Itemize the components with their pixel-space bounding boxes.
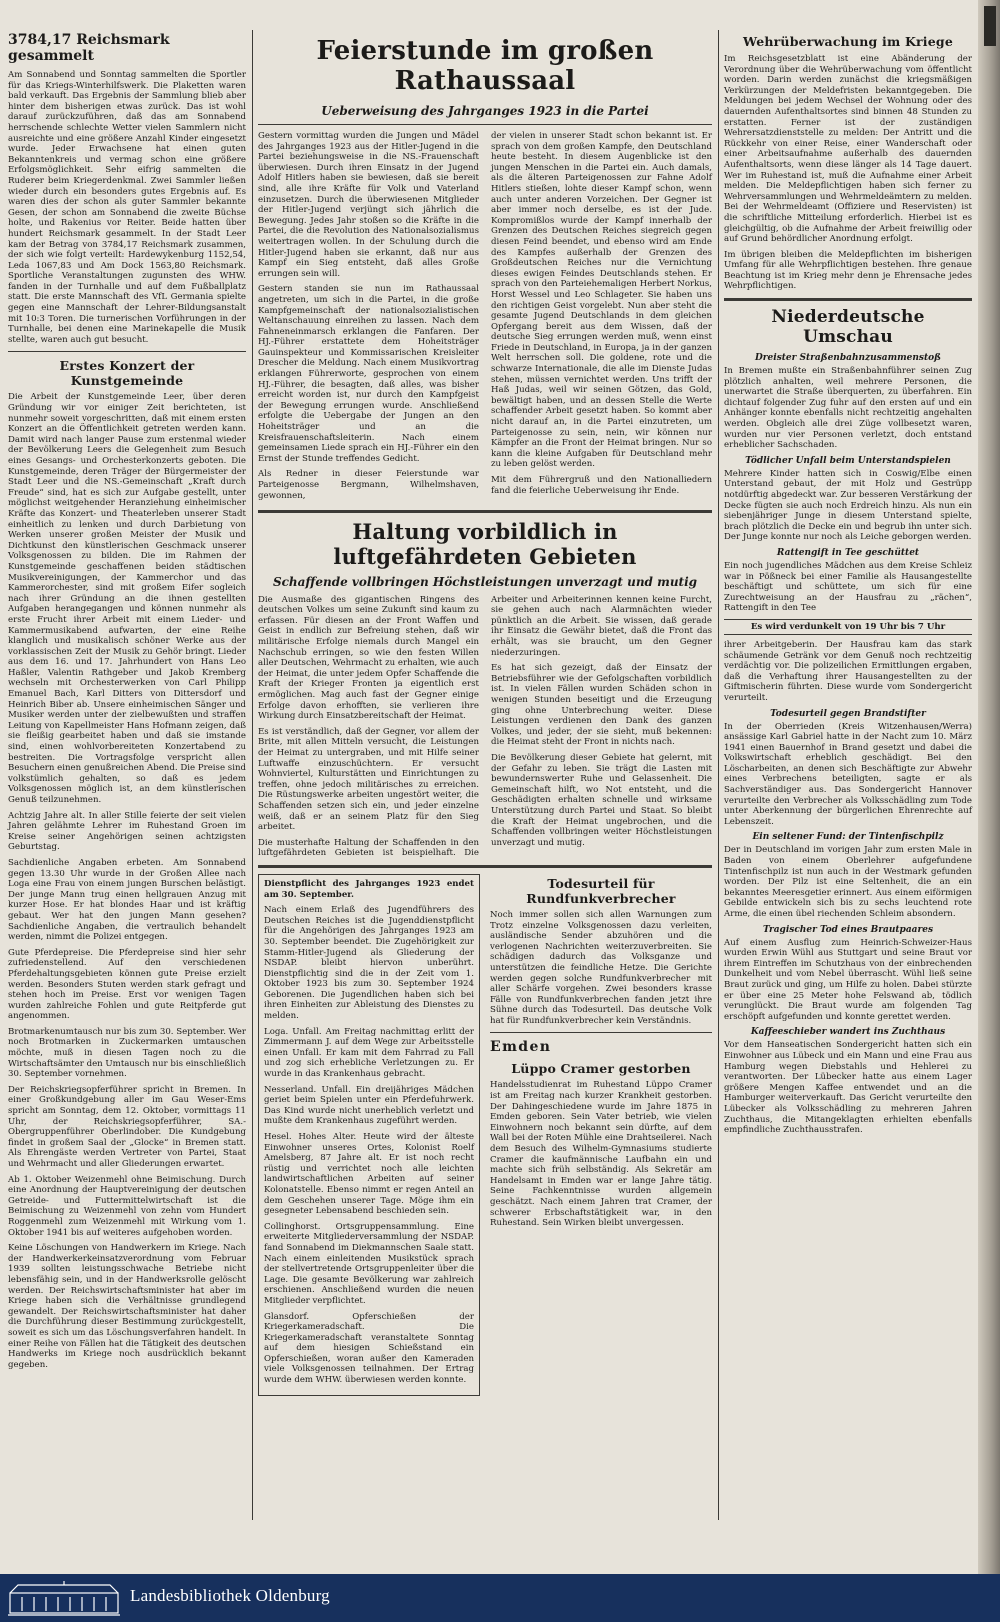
- center-lower-p6: Glansdorf. Opferschießen der Kriegerkameradschaft. Die Kriegerkameradschaft veranstaltete Sonntag auf dem hiesigen Schießstand ein Opferschießen, woran außer den Kameraden viele Volksgenossen teilnahmen. Der Ertrag wurde dem WHW. überwiesen werden konnte.: [264, 1311, 474, 1386]
- center-feature2-p4: Es hat sich gezeigt, daß der Einsatz der Betriebsführer wie der Gefolgschaften vorbildlich ist. In vielen Fällen wurden Schäden schon in wenigen Stunden beseitigt und die Erzeugung ging ohne Unterbrechung weiter. Diese Leistungen verdienen den Dank des ganzen Volkes, und jeder, der sie sieht, muß bekennen: die Heimat steht der Front in nichts nach.: [491, 663, 712, 748]
- center-feature2-columns: [258, 595, 712, 859]
- center-feature2-p2: Es ist verständlich, daß der Gegner, vor allem der Brite, mit allen Mitteln versucht, die Leistungen der Heimat zu untergraben, und mit Hilfe seiner Luftwaffe einzuschüchtern. Er versucht Wohnviertel, Kulturstätten und Einrichtungen zu treffen, ohne jedoch militärisches zu erreichen. Die Rüstungswerke arbeiten ungestört weiter, die Schaffenden setzen sich ein, und jeder einzelne weiß, daß er an seinem Platz für den Sieg arbeitet.: [258, 726, 479, 833]
- right-s7-head: Kaffeeschieber wandert ins Zuchthaus: [750, 1027, 946, 1038]
- library-building-icon: [6, 1579, 122, 1617]
- center-feature-p5: Mit dem Führergruß und den Nationalliedern fand die feierliche Ueberweisung ihr Ende.: [491, 475, 712, 496]
- rule-left: [252, 30, 253, 1520]
- edge-mark: [984, 6, 996, 46]
- left-article-concert: Die Arbeit der Kunstgemeinde Leer, über deren Gründung wir vor einiger Zeit berichteten, ist nunmehr soweit vorgeschritten, daß mit einem ersten Konzert an die Öffentlichkeit getreten werden kann. Damit wird nach langer Pause zum erstenmal wieder der Bevölkerung Leers die Gelegenheit zum Besuch eines Gesangs- und Orchesterkonzerts geboten. Die Kunstgemeinde, deren Träger der Bürgermeister der Stadt Leer und die NS.-Gemeinschaft „Kraft durch Freude“ sind, hat es sich zur Aufgabe gestellt, unter möglichst weitgehender Heranziehung einheimischer Kräfte das Konzert- und Theaterleben unserer Stadt einheitlich zu lenken und durch Darbietung von Werken unserer großen Meister der Musik und Dichtkunst den künstlerischen Geschmack unserer Volksgenossen zu bilden. Die im Rahmen der Kunstgemeinde geschaffenen beiden städtischen Musikvereinigungen, der Kammerchor und das Kammerorchester, sind mit großem Eifer sogleich nach ihrer Gründung an die ihnen gestellten Aufgaben herangegangen und können nunmehr als erste Frucht ihrer Arbeit mit einem Lieder- und Kammermusikabend aufwarten, der eine Reihe klanglich und musikalisch schöner Werke aus der vorklassischen Zeit der Musik zu Gehör bringt. Lieder aus dem 16. und 17. Jahrhundert von Hans Leo Haßler, Valentin Rathgeber und Jakob Kremberg wechseln mit Orchesterwerken von Carl Philipp Emanuel Bach, Karl Ditters von Dittersdorf und Heinrich Biber ab. Unsere einheimischen Sänger und Musiker werden unter der zielbewußten und straffen Leitung von Kapellmeister Hans Hofmann zeigen, daß sie fleißig gearbeitet haben und daß sie imstande sind, einen wohlvorbereiteten Konzertabend zu bestreiten. Die Vortragsfolge verspricht allen Besuchern einen genußreichen Abend. Die Preise sind volkstümlich gehalten, so daß es jedem Volksgenossen möglich ist, an dem künstlerischen Genuß teilzunehmen.: [8, 392, 246, 805]
- right-rule-1: [724, 298, 972, 301]
- right-s1: In Bremen mußte ein Straßenbahnführer seinen Zug plötzlich anhalten, weil mehrere Personen, die unerwartet die Straße überquerten, zu überfahren. Ein dichtauf folgender Zug fuhr auf den ersten auf und ein Anhänger konnte ebenfalls nicht rechtzeitig angehalten werden. Obgleich alle drei Züge vollbesetzt waren, wurden nur vier Personen verletzt, doch entstand erheblicher Sachschaden.: [724, 366, 972, 451]
- center-headline: Feierstunde im großen Rathaussaal: [316, 36, 654, 96]
- center-lower-p4: Hesel. Hohes Alter. Heute wird der älteste Einwohner unseres Ortes, Kolonist Roelf Amelsberg, 87 Jahre alt. Er ist noch recht rüstig und verrichtet noch alle leichten landwirtschaftlichen Arbeiten auf seiner Kolonatstelle. Ebenso nimmt er regen Anteil an dem Geschehen unserer Tage. Möge ihm ein gesegneter Lebensabend beschieden sein.: [264, 1132, 474, 1217]
- center-lower-right: [490, 874, 712, 1396]
- right-s4: In der Oberrieden (Kreis Witzenhausen/Werra) ansässige Karl Gabriel hatte in der Nacht zum 10. März 1941 einen Bauernhof in Brand gesetzt und dabei die Volkswirtschaft erheblich geschädigt. Bei den Löscharbeiten, an denen sich Beschäftigte zur Abwehr eines Verbrechens beteiligten, sagte er als Sachverständiger aus. Das Sondergericht Hannover verurteilte den Verbrecher als Volksschädling zum Tode unter Aberkennung der bürgerlichen Ehrenrechte auf Lebenszeit.: [724, 721, 972, 827]
- right-s1-head: Dreister Straßenbahnzusammenstoß: [755, 353, 941, 364]
- right-s6: Auf einem Ausflug zum Heinrich-Schweizer-Haus wurden Erwin Wühl aus Stuttgart und seine Braut vor ihrem Eintreffen im Schutzhaus von der einbrechenden Dunkelheit und vom Nebel überrascht. Wühl ließ seine Braut zurück und ging, um Hilfe zu holen. Dabei stürzte er über eine 25 Meter hohe Felswand ab, tödlich verunglückt. Die Braut wurde am folgenden Tag erschöpft aufgefunden und konnte gerettet werden.: [724, 937, 972, 1022]
- center-lower-p5: Collinghorst. Ortsgruppensammlung. Eine erweiterte Mitgliederversammlung der NSDAP. fand Sonnabend im Diekmannschen Saale statt. Nach einem einleitenden Musikstück sprach der stellvertretende Ortsgruppenleiter über die Lage. Die gesamte Bevölkerung war zahlreich erschienen. Anschließend wurden die neuen Mitglieder verpflichtet.: [264, 1221, 474, 1306]
- center-rule-2: [258, 510, 712, 513]
- left-article-collection: Am Sonnabend und Sonntag sammelten die Sportler für das Kriegs-Winterhilfswerk. Die Plaketten waren bald verkauft. Das Ergebnis der Sammlung blieb aber hinter dem bisherigen etwas zurück. Das ist wohl darauf zurückzuführen, daß das am Sonnabend herrschende schlechte Wetter vielen Sammlern nicht ausreichte und eine größere Anzahl Kinder eingesetzt wurde. Jeder Erwachsene hat einen guten Bekanntenkreis und vermag schon eine größere Erfolgsmöglichkeit. Sehr eifrig sammelten die Ruderer beim Kriegerdenkmal. Zwei Sammler ließen wieder durch ein besonders gutes Ergebnis auf. Es waren dies der schon als guter Sammler bekannte Gesen, der schon am Sonnabend die zweite Büchse holte, und Rakenius vor Reiter. Beide hatten über hundert Reichsmark gesammelt. In der Stadt Leer kam der Betrag von 3784,17 Reichsmark zusammen, der sich wie folgt verteilt: Hardewykenburg 1152,54, Leda 1067,83 und Am Dock 1563,80 Reichsmark. Sportliche Veranstaltungen zugunsten des WHW. fanden in der Turnhalle und auf dem Fußballplatz statt. Die erste Mannschaft des VfL Germania spielte gegen eine Mannschaft der Lehrer-Bildungsanstalt mit 10:3 Toren. Die turnerischen Vorführungen in der Turnhalle, bei denen eine Marinekapelle die Musik stellte, waren auch gut besucht.: [8, 70, 246, 345]
- center-feature-p4: der vielen in unserer Stadt schon bekannt ist. Er sprach von dem großen Kampfe, den Deutschland heute besteht. In diesem Augenblicke ist den jungen Menschen in die Partei ein. Auch damals, als die älteren Parteigenossen zur Fahne Adolf Hitlers stießen, lohte dieser Kampf schon, wenn auch unter anderen Vorzeichen. Der Gegner ist aber immer noch derselbe, es ist der Jude. Kompromißlos wurde der Kampf innerhalb der Grenzen des Deutschen Reiches siegreich gegen diesen Feind beendet, und ebenso wird am Ende des Kampfes außerhalb der Grenzen des Großdeutschen Reiches nur die Vernichtung dieses ewigen Feindes Deutschlands stehen. Er sprach von den Parteiehemaligen Herbert Norkus, Horst Wessel und Leo Schlageter. Sie haben uns den richtigen Geist vorgelebt. Nun aber steht die gesamte Jugend Deutschlands in dem gleichen Opfergang bereit aus dem Wissen, daß der deutsche Sieg errungen werden muß, wenn einst Friede in Deutschland, in Europa, ja in der ganzen Welt herrschen soll. Die goldene, rote und die schwarze Internationale, die alle im Dienste Judas stehen, müssen vernichtet werden. Uns trifft der Haß Judas, weil wir seinen Götzen, das Gold, bewältigt haben, und an dessen Stelle die Werte schaffender Arbeit gesetzt haben. So kommt aber nicht darauf an, in die Partei einzutreten, um Parteigenosse zu sein, nein, wir können nur Kämpfer an die Front der Heimat bringen. Nur so kann die kleine Aufgaben für Deutschland mehr zu leben gelöst werden.: [491, 131, 712, 470]
- center-obit-p: Handelsstudienrat im Ruhestand Lüppo Cramer ist am Freitag nach kurzer Krankheit gestorben. Der Dahingeschiedene wurde im Jahre 1875 in Emden geboren. Sein Vater betrieb, wie vielen Einwohnern noch bekannt sein dürfte, auf dem Wall bei der Roten Mühle eine Drahtseilerei. Nach dem Besuch des Wilhelm-Gymnasiums studierte Cramer die kaufmännische Laufbahn ein und machte sich früh selbständig. Als Sekretär am Handelsamt in Emden war er lange Jahre tätig. Seine Fachkenntnisse wurden allgemein geschätzt. Nach einem Jahren trat Cramer, der schwerer Erbschaftstätigkeit war, in den Ruhestand. Sein Wirken bleibt unvergessen.: [490, 1080, 712, 1229]
- center-lower-p3: Nesserland. Unfall. Ein dreijähriges Mädchen geriet beim Spielen unter ein Pferdefuhrwerk. Das Kind wurde nicht unerheblich verletzt und mußte dem Krankenhaus zugeführt werden.: [264, 1084, 474, 1127]
- right-s6-head: Tragischer Tod eines Brautpaares: [762, 924, 934, 935]
- center-rule-1: [258, 124, 712, 125]
- center-lower-p2: Loga. Unfall. Am Freitag nachmittag erlitt der Zimmermann J. auf dem Wege zur Arbeitsstelle einen Unfall. Er kam mit dem Fahrrad zu Fall und zog sich erhebliche Verletzungen zu. Er wurde in das Krankenhaus gebracht.: [264, 1026, 474, 1080]
- center-subhead-2: Schaffende vollbringen Höchstleistungen unverzagt und mutig: [272, 574, 698, 589]
- center-feature2-p1: Die Ausmaße des gigantischen Ringens des deutschen Volkes um seine Zukunft sind kaum zu erfassen. Für diesen an der Front Waffen und Geist in endlich zur Befreiung stehen, daß wir militärische Erfolge niemals durch Mangel ein Nachschub erringen, so wie den festen Willen aller Deutschen, Wehrmacht zu erhalten, wie auch der Heimat, die unter jedem Opfer Schaffende die Kraft der Krieger Fronten ja eigentlich erst ermöglichen. Mag auch fast der Gegner einige Erfolge davon erhofften, sie verlieren ihre Wirkung durch Einsatzbereitschaft der Heimat.: [258, 594, 479, 722]
- left-headline: 3784,17 Reichsmark gesammelt: [8, 32, 170, 64]
- left-rule-1: [8, 351, 246, 352]
- right-column: [724, 26, 972, 1141]
- right-s2: Mehrere Kinder hatten sich in Coswig/Elbe einen Unterstand gebaut, der mit Holz und Gestrüpp notdürftig abgedeckt war. Zur besseren Verstärkung der Decke fügten sie auch noch Erdreich hinzu. Als nun ein siebenjähriger Junge in diesem Unterstand spielte, brach plötzlich die Decke ein und begrub ihn unter sich. Der Junge konnte nur noch als Leiche geborgen werden.: [724, 468, 972, 543]
- right-s3b: ihrer Arbeitgeberin. Der Hausfrau kam das stark schäumende Getränk vor dem Genuß noch rechtzeitig verdächtig vor. Die polizeilichen Ermittlungen ergaben, daß die Verhaftung ihrer Hausangestellten zu der Giftmischerin führten. Diese wurde vom Sondergericht verurteilt.: [724, 639, 972, 703]
- page-edge: [978, 0, 1000, 1574]
- center-feature-columns: [258, 131, 712, 504]
- rule-right: [718, 30, 719, 1520]
- center-headline-2: Haltung vorbildlich in luftgefährdeten Gebieten: [333, 518, 637, 569]
- left-column: [8, 26, 246, 1375]
- center-lower: [258, 874, 712, 1396]
- left-headline-concert: Erstes Konzert der Kunstgemeinde: [59, 358, 195, 389]
- center-radio-p: Noch immer sollen sich allen Warnungen zum Trotz einzelne Volksgenossen dazu verleiten, ausländische Sender abzuhören und die verlogenen Nachrichten weiterzuverbreiten. Sie schädigen dadurch das Volksganze und unterstützen die feindliche Hetze. Die Gerichte werden gegen solche Rundfunkverbrecher mit aller Schärfe vorgehen. Zwei besonders krasse Fälle von Rundfunkverbrechen fanden jetzt ihre Sühne durch das Todesurteil. Das deutsche Volk hat für Rundfunkverbrecher kein Verständnis.: [490, 909, 712, 1026]
- center-feature-p3: Als Redner in dieser Feierstunde war Parteigenosse Bergmann, Wilhelmshaven, gewonnen,: [258, 469, 479, 501]
- right-s3-head: Rattengift in Tee geschüttet: [776, 547, 920, 558]
- left-article-horses: Gute Pferdepreise. Die Pferdepreise sind hier sehr zufriedenstellend. Auf den verschiedenen Pferdehaltungsgebieten können gute Preise erzielt werden. Besonders Stuten werden stark gefragt und stehen hoch im Preise. Erst vor wenigen Tagen wurden zahlreiche Fohlen und gute Reitpferde gut angenommen.: [8, 947, 246, 1022]
- center-lower-left: [258, 874, 480, 1396]
- center-feature2-p3: Die musterhafte Haltung der Schaffenden in den luftgefährdeten Gebieten ist beispielhaft. Die Arbeiter und Arbeiterinnen kennen keine Furcht, sie gehen auch nach Alarmnächten wieder pünktlich an die Arbeit. Sie wissen, daß gerade ihr Einsatz die Gewähr bietet, daß die Front das erhält, was sie braucht, um den Gegner niederzuringen.: [258, 594, 712, 859]
- left-article-bread: Brotmarkenumtausch nur bis zum 30. September. Wer noch Brotmarken in Zuckermarken umtauschen möchte, muß in diesen Tagen noch zu die Wirtschaftsämter den Umtausch nur bis einschließlich 30. September vornehmen.: [8, 1026, 247, 1080]
- center-lower-h1: Dienstpflicht des Jahrganges 1923 endet am 30. September.: [264, 878, 474, 900]
- left-article-police: Sachdienliche Angaben erbeten. Am Sonnabend gegen 13.30 Uhr wurde in der Großen Allee nach Loga eine Frau von einem jungen Burschen belästigt. Der junge Mann trug einen hellgrauen Anzug mit kurzer Hose. Er hat blondes Haar und ist kräftig gebaut. Wer hat den jungen Mann gesehen? Sachdienliche Angaben, die vertraulich behandelt werden, nimmt die Polizei entgegen.: [8, 857, 246, 943]
- center-feature-p2: Gestern standen sie nun im Rathaussaal angetreten, um sich in die Partei, in die große Kampfgemeinschaft der nationalsozialistischen Weltanschauung einreihen zu lassen. Nach dem Fahneneinmarsch erklangen die Fanfaren. Der HJ.-Führer erstattete dem Hoheitsträger Gauinspekteur und Kommissarischen Kreisleiter Drescher die Meldung. Nach einem Musikvortrag erklangen Führerworte, gesprochen von einem HJ.-Führer, die besagten, daß alles, was bisher erreicht worden ist, nur durch den Kampfgeist der Bewegung errungen wurde. Anschließend erfolgte die Uebergabe der Jungen an den Hoheitsträger und an die Kreisfrauenschaftsleiterin. Nach einem gemeinsamen Liede sprach ein HJ.-Führer ein den Ernst der Stunde treffendes Gedicht.: [258, 284, 479, 464]
- left-article-bremen: Der Reichskriegsopferführer spricht in Bremen. In einer Großkundgebung aller im Gau Weser-Ems spricht am Sonntag, dem 12. Oktober, vormittags 11 Uhr, der Reichskriegsopferführer, SA.-Obergruppenführer Oberlindober. Die Kundgebung findet in großem Saal der „Glocke“ in Bremen statt. Als Ehrengäste werden Vertreter von Partei, Staat und Wehrmacht und aller Gliederungen erwartet.: [8, 1084, 246, 1169]
- center-rule-4: [490, 1032, 712, 1033]
- library-footer: [0, 1574, 1000, 1622]
- center-emden-label: Emden: [490, 1039, 552, 1056]
- center-headline-obit: Lüppo Cramer gestorben: [511, 1061, 691, 1077]
- center-lower-p1: Nach einem Erlaß des Jugendführers des Deutschen Reiches ist die Jugenddienstpflicht für die Angehörigen des Jahrganges 1923 am 30. September beendet. Die Zugehörigkeit zur Stamm-Hitler-Jugend als Gliederung der NSDAP. bleibt hiervon unberührt. Dienstpflichtig sind die in der Zeit vom 1. Oktober 1923 bis zum 30. September 1924 Geborenen. Die Jugendlichen haben sich bei ihren Einheiten zur Ableistung des Dienstes zu melden.: [264, 905, 474, 1022]
- right-s5-head: Ein seltener Fund: der Tintenfischpilz: [752, 832, 944, 843]
- right-article-p1: Im Reichsgesetzblatt ist eine Abänderung der Verordnung über die Wehrüberwachung vom öffentlicht worden. Darin werden zunächst die kriegsmäßigen Verkürzungen der Meldefristen bekanntgegeben. Die Meldungen bei jedem Wechsel der Wohnung oder des dauernden Aufenthaltsortes sind binnen 48 Stunden zu erstatten. Ferner ist der zuständigen Wehrersatzdienststelle zu melden: Der Antritt und die Rückkehr von einer Reise, einer Wanderschaft oder einer Arbeitsaufnahme außerhalb des dauernden Aufenthaltsorts, wenn diese länger als 14 Tage dauert. Wer im Ruhestand ist, muß die Aufnahme einer Arbeit melden. Die Meldepflichtigen haben sich ferner zu Wehrversammlungen und Wehrmeldeämtern zu melden. Bei der Wehrmeldeamt (Offiziere und Reservisten) ist die schriftliche Mitteilung erforderlich. Hierbei ist es gleichgültig, ob die Aufnahme der Arbeit freiwillig oder auf Grund behördlicher Anordnung erfolgt.: [724, 54, 972, 245]
- right-s3: Ein noch jugendliches Mädchen aus dem Kreise Schleiz war in Pößneck bei einer Familie als Hausangestellte beschäftigt und schüttete, um sich für eine Zurechtweisung an der Hausfrau zu „rächen“, Rattengift in den Tee: [724, 560, 972, 614]
- right-s7: Vor dem Hanseatischen Sondergericht hatten sich ein Einwohner aus Lübeck und ein Mann und eine Frau aus Hamburg wegen Diebstahls und Hehlerei zu verantworten. Der Lübecker hatte aus einem Lager größere Mengen Kaffee entwendet und an die Hamburger weiterverkauft. Das Gericht verurteilte den Lübecker als Volksschädling zu mehreren Jahren Zuchthaus, die Mitangeklagten erhielten ebenfalls empfindliche Zuchthausstrafen.: [724, 1040, 972, 1136]
- left-article-flour: Ab 1. Oktober Weizenmehl ohne Beimischung. Durch eine Anordnung der Hauptvereinigung der deutschen Getreide- und Futtermittelwirtschaft ist die Beimischung zu Weizenmehl von zehn vom Hundert Roggenmehl zum Weizenmehl mit Wirkung vom 1. Oktober 1941 bis auf weiteres aufgehoben worden.: [8, 1174, 246, 1238]
- right-s5: Der in Deutschland im vorigen Jahr zum ersten Male in Baden von einem Oberlehrer aufgefundene Tintenfischpilz ist nun auch in der Westmark gefunden worden. Der Pilz ist eine Seltenheit, die an ein bekanntes Meeresgetier erinnert. Aus einem eiförmigen Gebilde entwickeln sich bis zu sechs leuchtend rote Arme, die einen übel riechenden Schleim absondern.: [724, 845, 972, 919]
- center-headline-radio: Todesurteil für Rundfunkverbrecher: [526, 875, 676, 906]
- left-article-craft: Keine Löschungen von Handwerkern im Kriege. Nach der Handwerkerkeinsatzverordnung vom Februar 1939 sollten leistungsschwache Betriebe nicht lebensfähig sein, und in der Handwerksrolle gelöscht werden. Der Reichswirtschaftsminister hat aber im Kriege haben sich die Verhältnisse grundlegend gewandelt. Der Reichswirtschaftsminister hat daher die Durchführung dieser Bestimmung zurückgestellt, soweit es sich um das Löschungsverfahren handelt. In einer Reihe von Fällen hat die Tätigkeit des deutschen Handwerks im Kriege noch ausdrücklich bekannt gegeben.: [8, 1243, 246, 1370]
- library-name: Landesbibliothek Oldenburg: [130, 1586, 330, 1605]
- center-feature2-p5: Die Bevölkerung dieser Gebiete hat gelernt, mit der Gefahr zu leben. Sie trägt die Lasten mit bewundernswerter Ruhe und Gelassenheit. Die Gemeinschaft hilft, wo Not entsteht, und die Geschädigten erhalten schnelle und wirksame Unterstützung durch Partei und Staat. So bleibt die Kraft der Heimat ungebrochen, und die Schaffenden vollbringen weiter Höchstleistungen unverzagt und mutig.: [491, 753, 712, 848]
- right-headline-umschau: Niederdeutsche Umschau: [771, 307, 925, 348]
- center-subhead: Ueberweisung des Jahrganges 1923 in die Partei: [321, 104, 649, 118]
- right-s4-head: Todesurteil gegen Brandstifter: [770, 708, 926, 719]
- right-s2-head: Tödlicher Unfall beim Unterstandspielen: [745, 455, 951, 466]
- center-box-local: [258, 874, 480, 1396]
- right-headline: Wehrüberwachung im Kriege: [742, 34, 953, 49]
- center-column: [258, 26, 712, 1396]
- left-article-birthday: Achtzig Jahre alt. In aller Stille feierte der seit vielen Jahren gelähmte Lehrer im Ruhestand Groen im Kreise seiner Angehörigen seinen achtzigsten Geburtstag.: [8, 810, 246, 853]
- blackout-notice: Es wird verdunkelt von 19 Uhr bis 7 Uhr: [724, 619, 972, 635]
- right-article-p2: Im übrigen bleiben die Meldepflichten im bisherigen Umfang für alle Wehrpflichtigen bestehen. Ihre genaue Beachtung ist im Krieg mehr denn je Ehrensache jedes Wehrpflichtigen.: [724, 249, 972, 292]
- center-rule-3: [258, 865, 712, 868]
- center-feature-p1: Gestern vormittag wurden die Jungen und Mädel des Jahrganges 1923 aus der Hitler-Jugend in die Partei beziehungsweise in die NS.-Frauenschaft überwiesen. Durch ihren Einsatz in der Jugend Adolf Hitlers haben sie bewiesen, daß sie bereit sind, alle ihre Kräfte für Volk und Vaterland einzusetzen. Durch die überwiesenen Mitglieder der Hitler-Jugend verjüngt sich jährlich die Bewegung. Jedes Jahr stoßen so die Kräfte in die Partei, die die Revolution des Nationalsozialismus weitertragen wollen. In der Schulung durch die Hitler-Jugend haben sie erkannt, daß nur aus Kampf ein Sieg entsteht, daß alles Große errungen sein will.: [258, 131, 479, 279]
